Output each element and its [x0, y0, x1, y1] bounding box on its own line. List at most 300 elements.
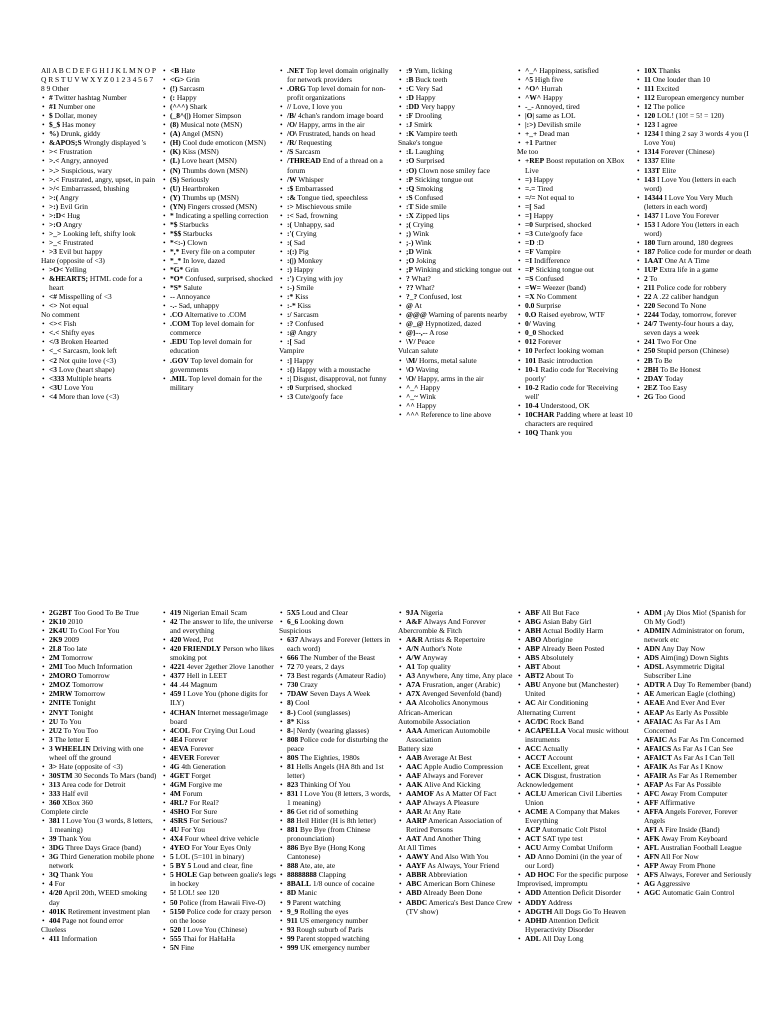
- entry: [517, 156, 633, 174]
- entry-definition: SAT type test: [542, 834, 583, 844]
- entry-term: ADSL: [644, 662, 664, 672]
- entry-definition: Not equal to: [537, 192, 575, 202]
- entry: [398, 211, 514, 220]
- entry: [279, 84, 395, 102]
- entry-definition: 4ever 2gether 2love 1another: [186, 662, 274, 672]
- entry-definition: Get rid of something: [296, 807, 359, 817]
- entry-term: 4EVA: [170, 743, 189, 753]
- entry-term: 2L8: [49, 644, 62, 654]
- entry-definition: Sarcasm: [293, 310, 319, 320]
- entry: [162, 689, 278, 707]
- entry: [279, 184, 395, 193]
- entry: [398, 698, 514, 707]
- entry-term: 86: [287, 807, 295, 817]
- entry-term: :]: [287, 355, 292, 365]
- entry: [517, 771, 633, 780]
- entry: [517, 292, 633, 301]
- column-10: [398, 608, 514, 1022]
- entry-term: AC/DC: [525, 716, 549, 726]
- entry-term: 2G2BT: [49, 608, 73, 617]
- entry-term: .CO: [170, 310, 184, 320]
- entry-term: :<: [287, 210, 294, 220]
- entry-definition: Smoking: [416, 183, 443, 193]
- entry-term: ABT: [525, 662, 541, 672]
- entry: [517, 428, 633, 437]
- entry-definition: Side smile: [415, 201, 447, 211]
- entry-term: ^_^: [406, 382, 419, 392]
- entry-term: 911: [287, 915, 298, 925]
- entry: [279, 762, 395, 780]
- entry: [398, 392, 514, 401]
- entry: [398, 898, 514, 916]
- entry-definition: Forever: [184, 734, 208, 744]
- entry-definition: Rolling the eyes: [300, 906, 349, 916]
- entry: [517, 75, 633, 84]
- entry-definition: Radio code for 'Receiving poorly': [525, 364, 619, 383]
- entry-definition: same as LOL: [535, 111, 576, 121]
- entry: [41, 102, 157, 111]
- entry-definition: To You Too: [63, 725, 99, 735]
- entry: [398, 617, 514, 626]
- entry-definition: Padding where at least 10 characters are required: [525, 409, 633, 428]
- entry-definition: Number one: [58, 102, 96, 112]
- entry-term: ACK: [525, 770, 542, 780]
- entry: [41, 175, 157, 184]
- entry-definition: Battery size: [398, 743, 434, 753]
- entry: [636, 111, 752, 120]
- entry-term: ADMIN: [644, 626, 671, 636]
- entry-definition: Evil but happy: [58, 246, 103, 256]
- entry-term: ??: [406, 283, 414, 293]
- entry-term: AFAIK: [644, 761, 668, 771]
- entry: [162, 789, 278, 798]
- entry: [162, 265, 278, 274]
- entry: [162, 925, 278, 934]
- entry-definition: Person who likes smoking pot: [170, 644, 274, 663]
- entry-term: AFL: [644, 843, 659, 853]
- entry: [636, 689, 752, 698]
- column-3: [279, 66, 395, 482]
- entry-term: 9JA: [406, 608, 419, 617]
- entry-definition: Crying: [295, 228, 317, 238]
- entry: [279, 111, 395, 120]
- entry: [279, 898, 395, 907]
- entry: [279, 337, 395, 346]
- entry-term: +1: [525, 138, 533, 148]
- entry-term: 4EVER: [170, 752, 195, 762]
- entry-definition: Smile: [296, 283, 314, 293]
- entry-definition: Happiness, satisfied: [539, 66, 599, 75]
- entry: [279, 256, 395, 265]
- entry-definition: Thank You: [60, 870, 93, 880]
- entry-definition: Thank you: [539, 427, 572, 437]
- entry: [41, 798, 157, 807]
- entry-definition: Twitter hashtag Number: [54, 93, 127, 103]
- entry: [162, 771, 278, 780]
- entry-definition: Frustrated, angry, upset, in pain: [61, 174, 156, 184]
- entry-definition: Nigeria: [420, 608, 443, 617]
- entry-term: *<:-): [170, 237, 186, 247]
- entry-term: /O\: [287, 129, 297, 139]
- entry-definition: Abercrombie & Fitch: [398, 626, 463, 636]
- entry-term: ADDY: [525, 897, 547, 907]
- entry-definition: Vampire teeth: [416, 129, 458, 139]
- entry: [398, 680, 514, 689]
- entry-term: ACU: [525, 843, 542, 853]
- entry-term: </3: [49, 337, 60, 347]
- entry: [398, 852, 514, 861]
- entry-term: 73: [287, 671, 295, 681]
- entry-term: :B: [406, 75, 414, 85]
- entry-definition: The police: [653, 102, 685, 112]
- entry-term: AAK: [406, 779, 423, 789]
- entry-term: #: [49, 93, 53, 103]
- entry: [162, 617, 278, 635]
- entry-definition: Tomorrow: [78, 671, 110, 681]
- entry: [162, 129, 278, 138]
- entry-term: >:D<: [49, 210, 66, 220]
- entry-term: AFN: [644, 852, 660, 862]
- entry: [162, 825, 278, 834]
- entry: [279, 356, 395, 365]
- entry-term: AAWY: [406, 852, 429, 862]
- entry-term: :J: [406, 120, 413, 130]
- entry: [41, 717, 157, 726]
- entry-term: ;-): [406, 237, 414, 247]
- entry-definition: Thumbs down (MSN): [182, 165, 248, 175]
- entry: [517, 662, 633, 671]
- entry-definition: Kiss: [296, 716, 310, 726]
- entry: [279, 156, 395, 174]
- entry-term: 666: [287, 653, 299, 663]
- entry: [398, 274, 514, 283]
- entry: [41, 193, 157, 202]
- entry-term: AEAP: [644, 707, 665, 717]
- entry: [279, 608, 395, 617]
- entry-definition: Aggressive: [656, 879, 691, 889]
- entry-definition: Weed, Pot: [182, 635, 214, 645]
- entry-term: 10CHAR: [525, 409, 555, 419]
- entry: [398, 328, 514, 337]
- entry-definition: Turn around, 180 degrees: [656, 237, 734, 247]
- entry-term: ADN: [644, 644, 661, 654]
- entry-definition: Monkey: [297, 255, 323, 265]
- entry-definition: Any Day Now: [661, 644, 705, 654]
- entry: [398, 175, 514, 184]
- entry-term: :(: [287, 219, 292, 229]
- entry-definition: High five: [534, 75, 564, 85]
- entry-definition: Half evil: [62, 788, 89, 798]
- entry-term: 1437: [644, 210, 659, 220]
- entry-term: :9: [406, 66, 413, 75]
- entry: [162, 852, 278, 861]
- entry-term: 5: [170, 852, 174, 862]
- entry-term: =D: [525, 237, 535, 247]
- entry-definition: What?: [415, 283, 435, 293]
- entry-term: *,*: [170, 246, 180, 256]
- entry-term: :'): [287, 274, 295, 284]
- entry: [279, 102, 395, 111]
- entry-term: :C: [406, 84, 414, 94]
- entry-term: 80S: [287, 752, 299, 762]
- entry-definition: Cute/goofy face: [295, 391, 343, 401]
- entry: [398, 202, 514, 211]
- entry: [162, 834, 278, 843]
- entry: [162, 870, 278, 888]
- entry-definition: Today: [664, 373, 684, 383]
- entry-definition: For You: [180, 825, 205, 835]
- entry-term: 187: [644, 246, 656, 256]
- entry-term: <4: [49, 391, 57, 401]
- entry-definition: Always and Forever: [422, 770, 484, 780]
- entry: [41, 925, 157, 934]
- entry-definition: 2010: [67, 617, 83, 627]
- entry-term: :(: [287, 237, 292, 247]
- entry-definition: I Adore You (letters in each word): [644, 219, 739, 238]
- entry: [398, 147, 514, 156]
- entry-definition: Fine: [180, 942, 195, 952]
- entry-term: 2K10: [49, 617, 66, 627]
- entry-term: 411: [49, 933, 60, 943]
- entry: [41, 635, 157, 644]
- entry: [279, 310, 395, 319]
- entry-definition: Top level domain for education: [170, 337, 252, 356]
- entry-term: ACME: [525, 807, 548, 817]
- entry: [41, 916, 157, 925]
- entry: [517, 93, 633, 102]
- entry: [162, 726, 278, 735]
- entry-term: :): [287, 265, 292, 275]
- entry-definition: Alternative to .COM: [184, 310, 247, 320]
- entry: [162, 292, 278, 301]
- entry-term: 459: [170, 689, 182, 699]
- entry-definition: Improvised, impromptu: [517, 879, 588, 889]
- entry: [398, 129, 514, 138]
- entry: [517, 102, 633, 111]
- column-2: [162, 66, 278, 482]
- entry-definition: Army Combat Uniform: [542, 843, 613, 853]
- entry-definition: Stupid person (Chinese): [657, 346, 729, 356]
- entry-definition: Peace: [417, 337, 435, 347]
- entry-term: ADHD: [525, 915, 547, 925]
- entry-term: 4RL?: [170, 797, 188, 807]
- entry: [279, 780, 395, 789]
- entry-definition: Police (from Hawaii Five-O): [179, 897, 266, 907]
- entry-definition: Hell in LEET: [186, 671, 228, 681]
- entry-term: 886: [287, 843, 299, 853]
- entry: [41, 211, 157, 220]
- entry-definition: Always and Forever (letters in each word): [287, 635, 391, 654]
- entry: [398, 653, 514, 662]
- entry-definition: As Far As I Can Tell: [673, 752, 735, 762]
- entry-definition: Misspelling of <3: [58, 292, 112, 302]
- entry-term: ?: [406, 274, 410, 284]
- entry-term: 153: [644, 219, 656, 229]
- entry-definition: Excellent, great: [542, 761, 590, 771]
- entry: [41, 888, 157, 906]
- entry-definition: Away From Computer: [660, 788, 728, 798]
- entry: [41, 680, 157, 689]
- entry: [41, 662, 157, 671]
- entry-definition: Happy: [176, 93, 197, 103]
- entry: [279, 229, 395, 238]
- entry: [162, 762, 278, 771]
- entry-definition: All Dogs Go To Heaven: [553, 906, 626, 916]
- entry-term: =0: [525, 219, 533, 229]
- entry-term: 404: [49, 915, 61, 925]
- entry: [517, 753, 633, 762]
- entry: [517, 211, 633, 220]
- entry: [636, 129, 752, 147]
- entry: [398, 229, 514, 238]
- column-4: [398, 66, 514, 482]
- entry: [517, 238, 633, 247]
- entry: [279, 708, 395, 717]
- entry: [398, 744, 514, 753]
- entry-term: *S*: [170, 283, 182, 293]
- entry-definition: For: [54, 879, 65, 889]
- entry-definition: Page not found error: [62, 915, 124, 925]
- entry: [162, 247, 278, 256]
- entry-term: :{): [287, 364, 295, 374]
- entry-term: 420: [170, 635, 182, 645]
- entry: [398, 870, 514, 879]
- entry-definition: I Love You (8 letters, 3 words, 1 meaning): [287, 788, 391, 807]
- entry: [41, 256, 157, 265]
- entry-definition: Abbreviation: [428, 870, 468, 880]
- entry-term: <.<: [49, 328, 60, 338]
- entry-definition: Asymmetric Digital Subscriber Line: [644, 662, 725, 681]
- entry-term: :&: [287, 192, 296, 202]
- entry-definition: And Ever And Ever: [666, 698, 725, 708]
- entry-definition: Surprised, shocked: [295, 382, 352, 392]
- entry-term: @: [406, 301, 413, 311]
- entry-term: |:>): [525, 120, 536, 130]
- entry: [162, 356, 278, 374]
- entry: [517, 762, 633, 771]
- entry-definition: 2009: [64, 635, 79, 645]
- entry-definition: Annoyance: [176, 292, 211, 302]
- entry-definition: Embarrassed, blushing: [61, 183, 130, 193]
- entry-term: :K: [406, 129, 415, 139]
- entry: [41, 744, 157, 762]
- entry-term: 10: [525, 346, 533, 356]
- entry: [398, 671, 514, 680]
- entry-term: =X: [525, 292, 535, 302]
- entry: [279, 147, 395, 156]
- entry-term: <3: [49, 364, 57, 374]
- entry: [636, 319, 752, 337]
- entry-definition: Anyway: [422, 653, 448, 663]
- entry-term: 2DAY: [644, 373, 664, 383]
- entry-definition: Understood, OK: [540, 400, 590, 410]
- entry: [279, 292, 395, 301]
- entry-definition: More than love (<3): [58, 391, 119, 401]
- entry-definition: Always A Pleasure: [422, 797, 479, 807]
- entry-definition: Third Generation mobile phone network: [49, 852, 155, 871]
- entry: [162, 310, 278, 319]
- entry-definition: Partner: [534, 138, 557, 148]
- entry-term: 14344: [644, 192, 663, 202]
- entry-term: &APOS;S: [49, 138, 82, 148]
- entry: [162, 635, 278, 644]
- entry-term: 730: [287, 680, 299, 690]
- entry: [398, 780, 514, 789]
- entry-definition: Forgive me: [188, 779, 223, 789]
- entry-term: 3 WHEELIN: [49, 743, 91, 753]
- entry: [279, 202, 395, 211]
- entry: [279, 680, 395, 689]
- entry-term: 39: [49, 834, 57, 844]
- entry-definition: Yelling: [64, 265, 87, 275]
- entry: [636, 374, 752, 383]
- entry: [279, 129, 395, 138]
- entry-definition: Forever: [538, 337, 562, 347]
- entry: [162, 93, 278, 102]
- entry-definition: For Crying Out Loud: [191, 725, 256, 735]
- entry: [279, 888, 395, 897]
- entry-definition: Snake's tongue: [398, 138, 443, 148]
- entry-term: ACAPELLA: [525, 725, 566, 735]
- entry-term: 81: [287, 761, 295, 771]
- entry: [398, 410, 514, 419]
- entry-term: AFF: [644, 797, 659, 807]
- entry: [517, 283, 633, 292]
- entry: [279, 879, 395, 888]
- entry: [636, 238, 752, 247]
- entry-definition: A rose: [429, 328, 449, 338]
- entry: [517, 229, 633, 238]
- entry-definition: Crying: [412, 219, 434, 229]
- entry-definition: Top quality: [416, 662, 451, 672]
- entry: [517, 834, 633, 843]
- entry-definition: American Automobile Association: [406, 725, 490, 744]
- entry-term: .ORG: [287, 84, 306, 94]
- entry-definition: To You: [59, 716, 82, 726]
- entry: [162, 708, 278, 726]
- entry-term: .MIL: [170, 373, 187, 383]
- entry-term: :F: [406, 111, 414, 121]
- entry-definition: Twenty-four hours a day, seven days a week: [644, 319, 734, 338]
- entry-definition: Zipped lips: [415, 210, 450, 220]
- entry-term: >.<: [49, 174, 60, 184]
- entry: [636, 834, 752, 843]
- entry: [41, 789, 157, 798]
- entry-term: ^^^: [406, 409, 419, 419]
- entry: [517, 84, 633, 93]
- entry-term: 7DAW: [287, 689, 309, 699]
- entry-definition: As Far As I'm Concerned: [668, 734, 744, 744]
- entry: [636, 753, 752, 762]
- entry: [517, 879, 633, 888]
- entry-term: 10-1: [525, 364, 539, 374]
- entry: [162, 156, 278, 165]
- entry-term: 4SRS: [170, 816, 188, 826]
- entry-term: *O*: [170, 274, 184, 284]
- entry: [41, 166, 157, 175]
- entry-definition: A .22 caliber handgun: [652, 292, 719, 302]
- entry-definition: Evil Grin: [60, 201, 88, 211]
- entry: [279, 238, 395, 247]
- entry-term: :Q: [406, 183, 415, 193]
- entry-definition: To: [649, 274, 658, 284]
- entry-definition: Vampire: [535, 246, 561, 256]
- entry-definition: Basic introduction: [538, 355, 593, 365]
- entry-definition: Internet message/image board: [170, 707, 268, 726]
- entry-term: ;P: [406, 265, 414, 275]
- entry-definition: Angels Forever, Forever Angels: [644, 807, 738, 826]
- entry: [279, 283, 395, 292]
